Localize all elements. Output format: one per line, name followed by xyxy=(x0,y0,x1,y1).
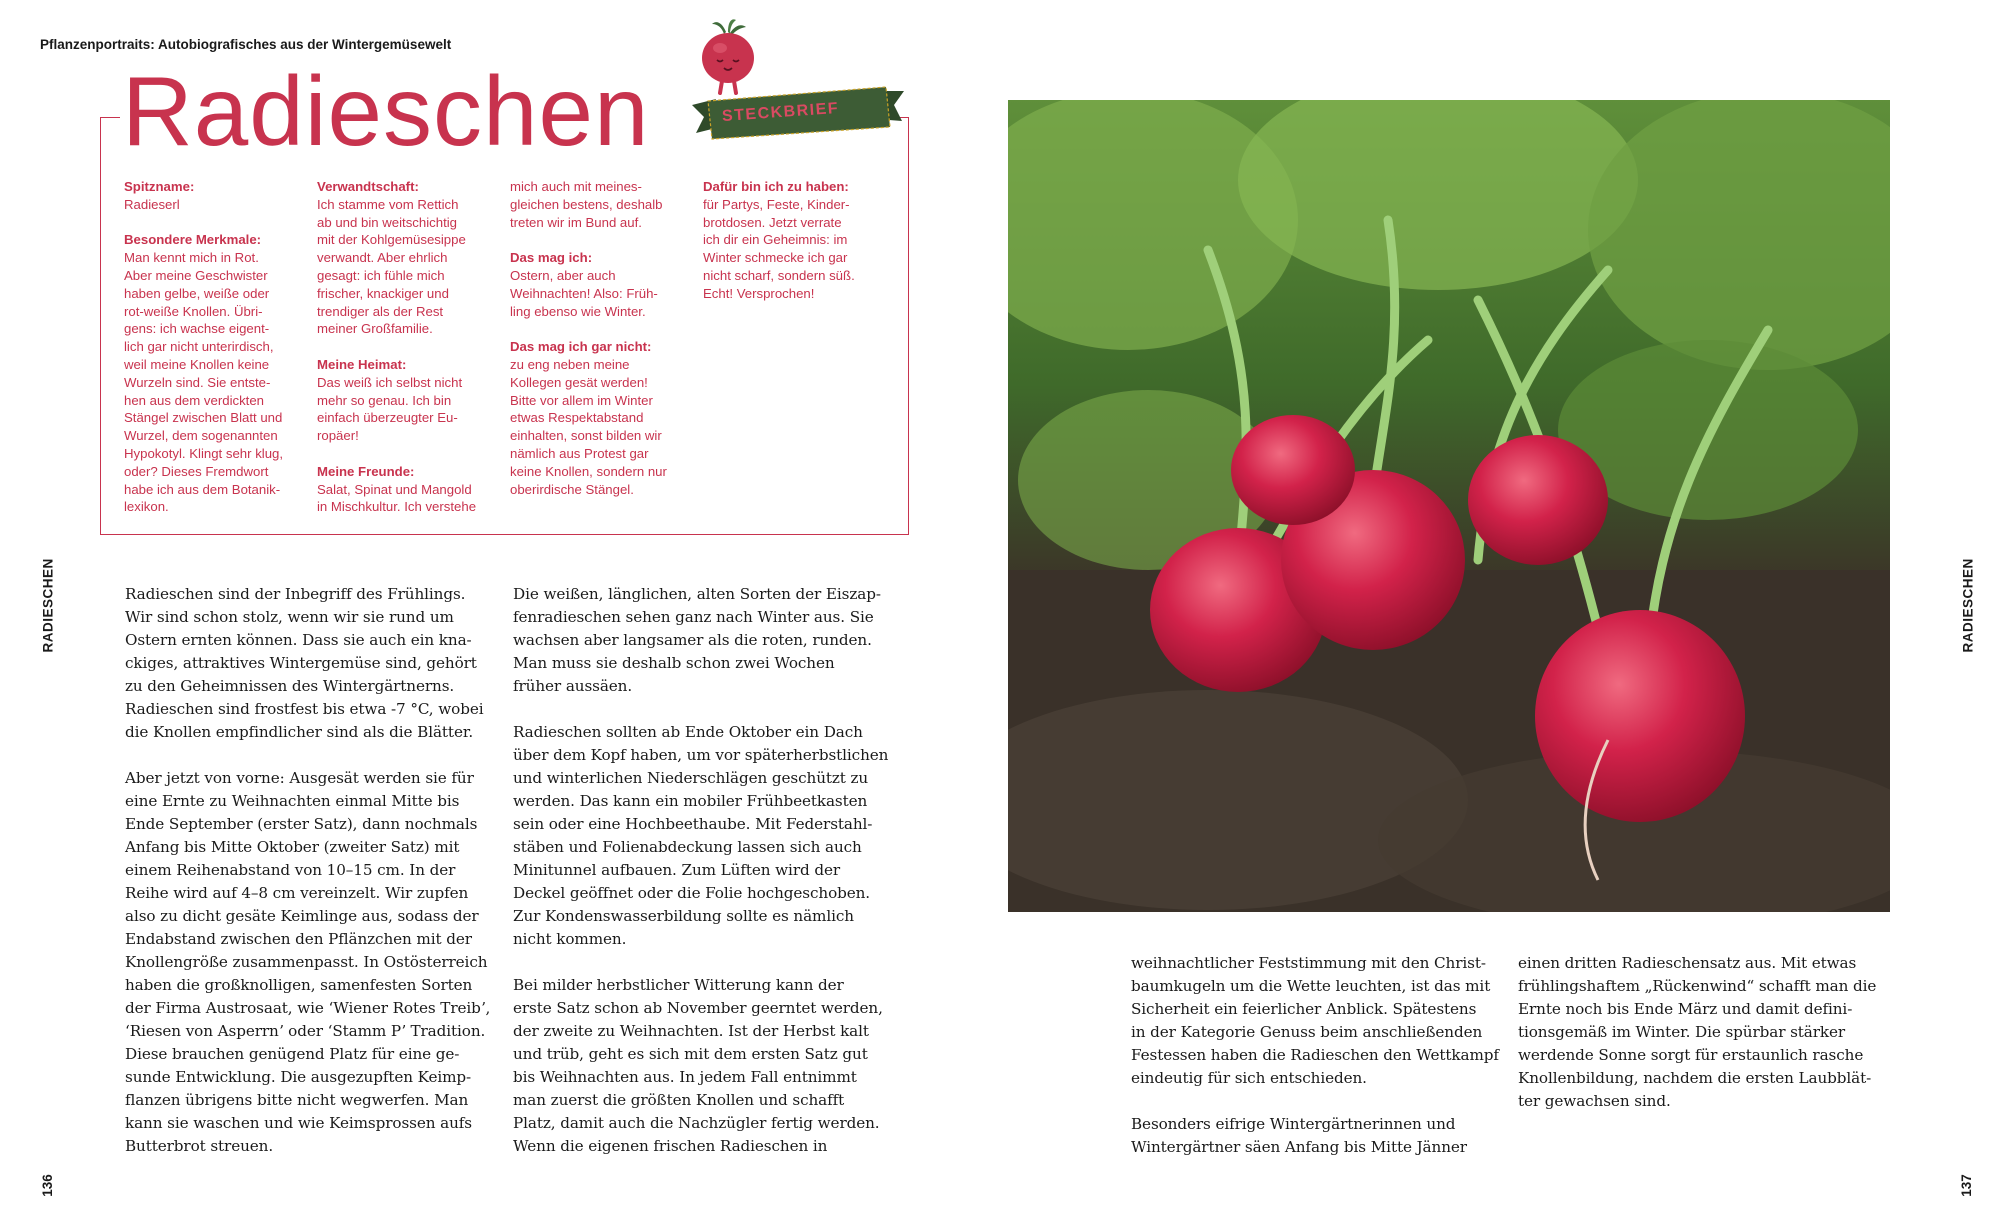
side-label-right: RADIESCHEN xyxy=(1960,558,1976,653)
body-column-2 xyxy=(513,583,893,1181)
paragraph: Bei milder herbstlicher Witterung kann der erste Satz schon ab November geerntet werden, der zweite zu Weihnachten. Ist der Herbst kalt und trüb, geht es sich mit dem ersten Satz gut bis Weihnachten aus. In jedem Fall entnimmt man zuerst die größten Knollen und schafft Platz, damit auch die Nachzügler fertig werden. Wenn die eigenen frischen Radieschen in xyxy=(513,976,883,1155)
paragraph: Aber jetzt von vorne: Ausgesät werden sie für eine Ernte zu Weihnachten einmal Mitte bis Ende September (erster Satz), dann nochmals Anfang bis Mitte Oktober (zweiter Satz) mit einem Reihenabstand von 10–15 cm. In der Reihe wird auf 4–8 cm vereinzelt. Wir zupfen also zu dicht gesäte Keimlinge aus, sodass der Endabstand zwischen den Pflänzchen mit der Knollengröße zusammenpasst. In Ostösterreich haben die großknolligen, samenfesten Sorten der Firma Austrosaat, wie ʻWiener Rotes Treibʼ, ʻRiesen von Asperrnʼ oder ʻStamm Pʼ Tradition. Diese brauchen genügend Platz für eine ge- sunde Entwicklung. Die ausgezupften Keimp- flanzen übrigens bitte nicht wegwerfen. Man kann sie waschen und wie Keimsprossen aufs Butterbrot streuen. xyxy=(125,769,491,1155)
banner-label: STECKBRIEF xyxy=(721,99,840,126)
body-column-4 xyxy=(1518,952,1898,1136)
body-column-3 xyxy=(1131,952,1511,1182)
page-number-right: 137 xyxy=(1958,1174,1974,1197)
paragraph: Radieschen sollten ab Ende Oktober ein Dach über dem Kopf haben, um vor späterherbstlichen und winterlichen Niederschlägen geschützt zu werden. Das kann ein mobiler Frühbeetkasten sein oder eine Hochbeethaube. Mit Federstahl- stäben und Folienabdeckung lassen sich auch Minitunnel aufbauen. Zum Lüften wird der Deckel geöffnet oder die Folie hochgeschoben. Zur Kondenswasserbildung sollte es nämlich nicht kommen. xyxy=(513,723,889,948)
steckbrief-col-3: mich auch mit meines- gleichen bestens, deshalb treten wir im Bund auf. Das mag ich: Ostern, aber auch Weihnachten! Also: Früh- ling ebenso wie Winter. Das mag ich gar nicht: zu eng neben meine Kollegen gesät werden! Bitte vor allem im Winter etwas Respektabstand einhalten, sonst bilden wir nämlich aus Protest gar keine Knollen, sondern nur oberirdische Stängel. xyxy=(510,179,667,497)
radish-photo xyxy=(1008,100,1890,912)
page-number-left: 136 xyxy=(39,1174,55,1197)
side-label-left: RADIESCHEN xyxy=(40,558,56,653)
paragraph: einen dritten Radieschensatz aus. Mit etwas frühlingshaftem „Rückenwind“ schafft man die Ernte noch bis Ende März und damit defini- tionsgemäß im Winter. Die spürbar stärker werdende Sonne sorgt für erstaunlich rasche Knollenbildung, nachdem die ersten Laubblät- ter gewachsen sind. xyxy=(1518,954,1877,1110)
steckbrief-col-4: Dafür bin ich zu haben: für Partys, Feste, Kinder- brotdosen. Jetzt verrate ich dir ein Geheimnis: im Winter schmecke ich gar nicht scharf, sondern süß. Echt! Versprochen! xyxy=(703,179,855,301)
paragraph: Besonders eifrige Wintergärtnerinnen und Wintergärtner säen Anfang bis Mitte Jänner xyxy=(1131,1115,1467,1156)
paragraph: Radieschen sind der Inbegriff des Frühlings. Wir sind schon stolz, wenn wir sie rund um Ostern ernten können. Dass sie auch ein kna- ckiges, attraktives Wintergemüse sind, gehört zu den Geheimnissen des Wintergärtnerns. Radieschen sind frostfest bis etwa -7 °C, wobei die Knollen empfindlicher sind als die Blätter. xyxy=(125,585,484,741)
running-head: Pflanzenportraits: Autobiografisches aus der Wintergemüsewelt xyxy=(40,37,452,52)
page-title: Radieschen xyxy=(122,56,650,166)
body-column-1 xyxy=(125,583,495,1181)
right-page xyxy=(1000,0,2000,1225)
paragraph: Die weißen, länglichen, alten Sorten der Eiszap- fenradieschen sehen ganz nach Winter aus. Sie wachsen aber langsamer als die roten, runden. Man muss sie deshalb schon zwei Wochen früher aussäen. xyxy=(513,585,881,695)
steckbrief-col-2: Verwandtschaft: Ich stamme vom Rettich ab und bin weitschichtig mit der Kohlgemüsesippe verwandt. Aber ehrlich gesagt: ich fühle mich frischer, knackiger und trendiger als der Rest meiner Großfamilie. Meine Heimat: Das weiß ich selbst nicht mehr so genau. Ich bin einfach überzeugter Eu- ropäer! Meine Freunde: Salat, Spinat und Mangold in Mischkultur. Ich verstehe xyxy=(317,179,477,515)
paragraph: weihnachtlicher Feststimmung mit den Christ- baumkugeln um die Wette leuchten, ist das mit Sicherheit ein feierlicher Anblick. Spätestens in der Kategorie Genuss beim anschließenden Festessen haben die Radieschen den Wettkampf eindeutig für sich entschieden. xyxy=(1131,954,1499,1087)
steckbrief-col-1: Spitzname: Radieserl Besondere Merkmale: Man kennt mich in Rot. Aber meine Geschwister haben gelbe, weiße oder rot-weiße Knollen. Übri- gens: ich wachse eigent- lich gar nicht unterirdisch, weil meine Knollen keine Wurzeln sind. Sie entste- hen aus dem verdickten Stängel zwischen Blatt und Wurzel, dem sogenannten Hypokotyl. Klingt sehr klug, oder? Dieses Fremdwort habe ich aus dem Botanik- lexikon. xyxy=(124,179,284,515)
